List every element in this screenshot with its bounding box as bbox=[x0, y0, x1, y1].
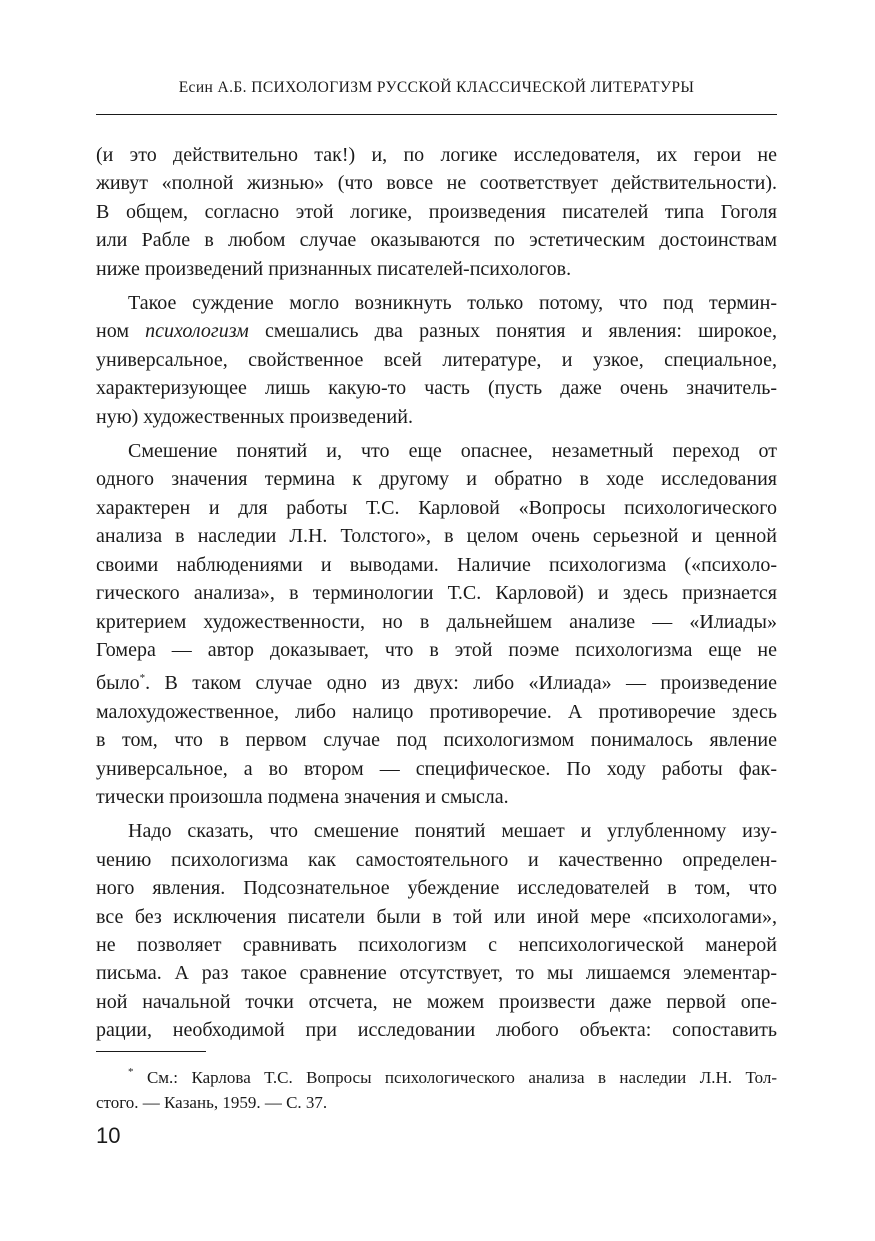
text-run: ном bbox=[96, 320, 146, 343]
text-line: чению психологизма как самостоятельного и качественно определен- bbox=[96, 848, 777, 871]
text-line: Смешение понятий и, что еще опаснее, незаметный переход от bbox=[128, 440, 777, 463]
text-line: одного значения термина к другому и обратно в ходе исследования bbox=[96, 468, 777, 491]
text-run: смешались два разных понятия и явления: широкое, bbox=[248, 320, 777, 343]
footnote-reference: * bbox=[139, 672, 146, 685]
text-line: характерен и для работы Т.С. Карловой «Вопросы психологического bbox=[96, 496, 777, 519]
footnote-line bbox=[96, 1060, 777, 1091]
text-line: ной начальной точки отсчета, не можем произвести даже первой опе- bbox=[96, 990, 777, 1013]
page-number: 10 bbox=[96, 1123, 121, 1148]
text-line: гического анализа», в терминологии Т.С. Карловой) и здесь признается bbox=[96, 582, 777, 605]
text-line: ниже произведений признанных писателей-психологов. bbox=[96, 257, 572, 280]
text-run: . В таком случае одно из двух: либо «Илиада» — произведение bbox=[145, 672, 777, 695]
text-line: все без исключения писатели были в той или иной мере «психологами», bbox=[96, 905, 777, 928]
text-line: малохудожественное, либо налицо противоречие. А противоречие здесь bbox=[96, 700, 777, 723]
text-line: в том, что в первом случае под психологизмом понималось явление bbox=[96, 729, 777, 752]
paragraph-2 bbox=[96, 289, 777, 431]
text-run: было bbox=[96, 672, 140, 695]
text-line: Надо сказать, что смешение понятий мешает и углубленному изу- bbox=[128, 820, 777, 843]
running-title: Есин А.Б. ПСИХОЛОГИЗМ РУССКОЙ КЛАССИЧЕСКОЙ ЛИТЕРАТУРЫ bbox=[178, 79, 695, 96]
text-line: Гомера — автор доказывает, что в этой поэме психологизма еще не bbox=[96, 638, 777, 661]
text-line: критерием художественности, но в дальнейшем анализе — «Илиады» bbox=[96, 610, 777, 633]
text-line: не позволяет сравнивать психологизм с непсихологической манерой bbox=[96, 933, 777, 956]
text-line: своими наблюдениями и выводами. Наличие психологизма («психоло- bbox=[96, 553, 777, 576]
text-line: универсальное, а во втором — специфическое. По ходу работы фак- bbox=[96, 757, 777, 780]
text-line: характеризующее лишь какую-то часть (пусть даже очень значитель- bbox=[96, 377, 777, 400]
text-line: живут «полной жизнью» (что вовсе не соответствует действительности). bbox=[96, 172, 777, 195]
text-line: рации, необходимой при исследовании любого объекта: сопоставить bbox=[96, 1019, 777, 1042]
text-line: ную) художественных произведений. bbox=[96, 405, 413, 428]
paragraph-4 bbox=[96, 817, 777, 1044]
text-line: В общем, согласно этой логике, произведения писателей типа Гоголя bbox=[96, 200, 777, 223]
text-line: Такое суждение могло возникнуть только потому, что под термин- bbox=[128, 292, 777, 315]
footnote-line: стого. — Казань, 1959. — С. 37. bbox=[96, 1092, 328, 1112]
footnote-mark: * bbox=[128, 1066, 134, 1078]
text-line: тически произошла подмена значения и смысла. bbox=[96, 785, 509, 808]
footnote-divider bbox=[96, 1051, 206, 1052]
paragraph-1 bbox=[96, 141, 777, 283]
text-line: универсальное, свойственное всей литературе, и узкое, специальное, bbox=[96, 348, 777, 371]
footnote bbox=[96, 1060, 777, 1115]
text-line: анализа в наследии Л.Н. Толстого», в целом очень серьезной и ценной bbox=[96, 525, 777, 548]
text-run: См.: Карлова Т.С. Вопросы психологического анализа в наследии Л.Н. Тол- bbox=[133, 1068, 777, 1087]
header-divider bbox=[96, 114, 777, 115]
text-line: письма. А раз такое сравнение отсутствует, то мы лишаемся элементар- bbox=[96, 962, 777, 985]
italic-term: психологизм bbox=[145, 320, 249, 343]
text-line: (и это действительно так!) и, по логике исследователя, их герои не bbox=[96, 144, 777, 166]
text-line: или Рабле в любом случае оказываются по эстетическим достоинствам bbox=[96, 229, 777, 252]
text-line bbox=[96, 664, 777, 697]
main-text bbox=[96, 141, 777, 1045]
text-line bbox=[96, 317, 777, 345]
paragraph-3 bbox=[96, 437, 777, 811]
text-line: ного явления. Подсознательное убеждение исследователей в том, что bbox=[96, 877, 777, 900]
